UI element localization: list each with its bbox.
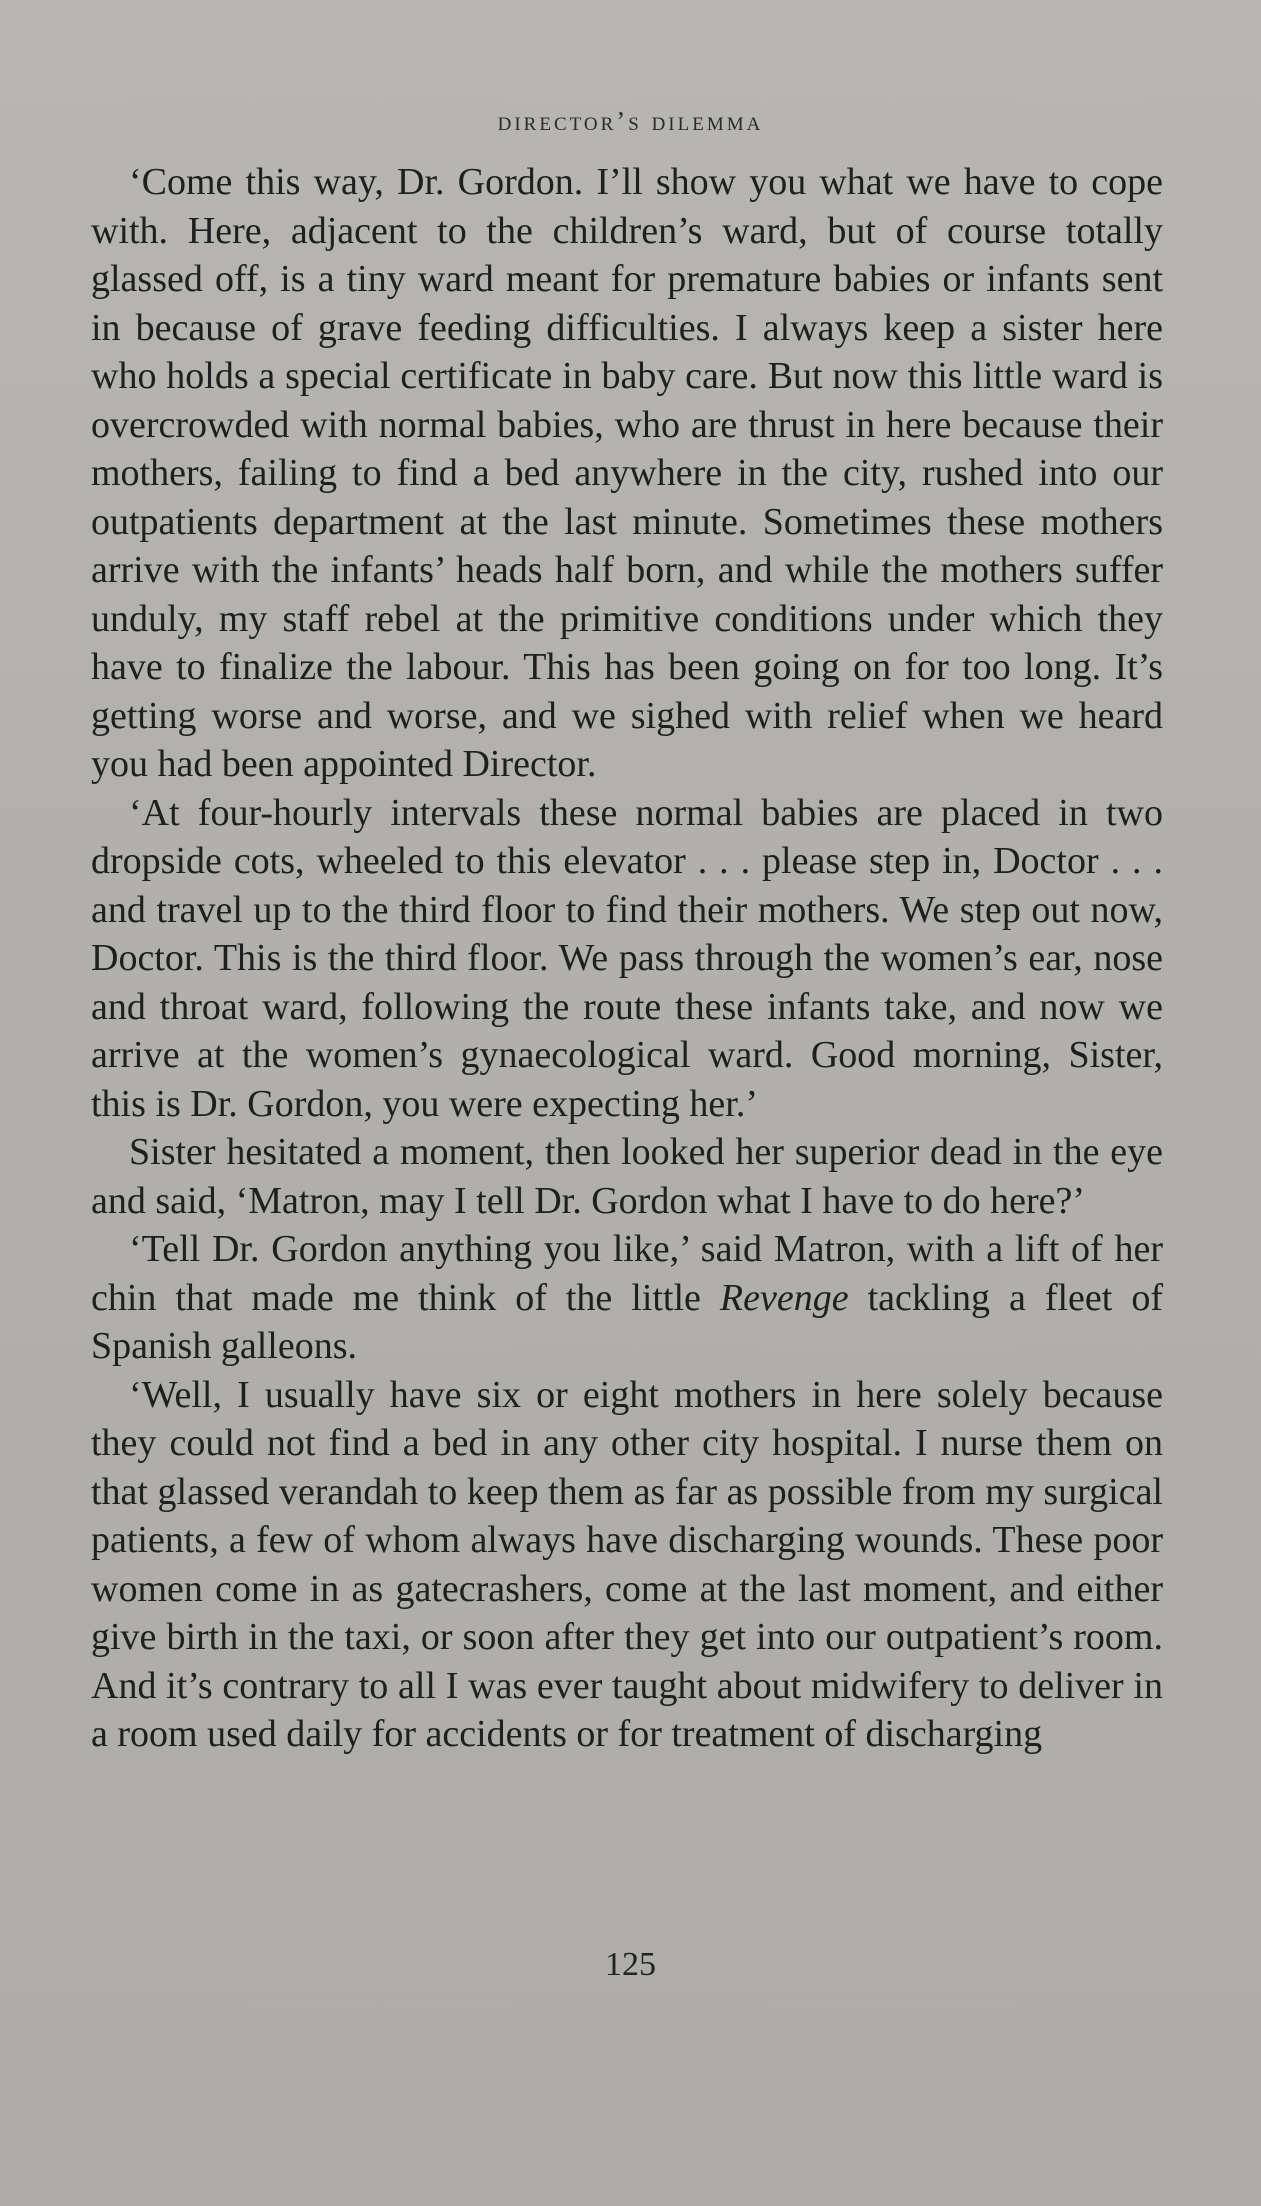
paragraph-3: Sister hesitated a moment, then looked her superior dead in the eye and said, ‘Matron, may I tell Dr. Gordon what I have to do here?’ — [91, 1131, 1163, 1222]
paragraph-1: ‘Come this way, Dr. Gordon. I’ll show you what we have to cope with. Here, adjacent to the children’s ward, but of course totally glassed off, is a tiny ward meant for premature babies or infants sent in because of grave feeding difficulties. I always keep a sister here who holds a special certificate in baby care. But now this little ward is overcrowded with normal babies, who are thrust in here because their mothers, failing to find a bed anywhere in the city, rushed into our outpatients department at the last minute. Sometimes these mothers arrive with the infants’ heads half born, and while the mothers suffer unduly, my staff rebel at the primitive conditions under which they have to finalize the labour. This has been going on for too long. It’s getting worse and worse, and we sighed with relief when we heard you had been appointed Director. — [91, 161, 1163, 785]
paragraph-4 — [91, 1225, 1163, 1371]
paragraph-5: ‘Well, I usually have six or eight mothers in here solely because they could not find a bed in any other city hospital. I nurse them on that glassed verandah to keep them as far as possible from my surgical patients, a few of whom always have discharging wounds. These poor women come in as gatecrashers, come at the last moment, and either give birth in the taxi, or soon after they get into our outpatient’s room. And it’s contrary to all I was ever taught about midwifery to deliver in a room used daily for accidents or for treatment of discharging — [91, 1373, 1163, 1755]
paragraph-4-end: tackling a fleet of Spanish galleons. — [91, 1276, 1163, 1367]
body-text — [91, 158, 1163, 1759]
page-number: 125 — [605, 1946, 656, 1983]
paragraph-4-start: ‘Tell Dr. Gordon anything you like,’ said Matron, with a lift of her chin that made me think of the little — [91, 1228, 1163, 1319]
running-head: director’s dilemma — [497, 106, 764, 136]
paragraph-2: ‘At four-hourly intervals these normal babies are placed in two dropside cots, wheeled to this elevator . . . please step in, Doctor . . . and travel up to the third floor to find their mothers. We step out now, Doctor. This is the third floor. We pass through the women’s ear, nose and throat ward, following the route these infants take, and now we arrive at the women’s gynaecological ward. Good morning, Sister, this is Dr. Gordon, you were expecting her.’ — [91, 791, 1163, 1125]
ship-name-italic: Revenge — [719, 1276, 849, 1319]
